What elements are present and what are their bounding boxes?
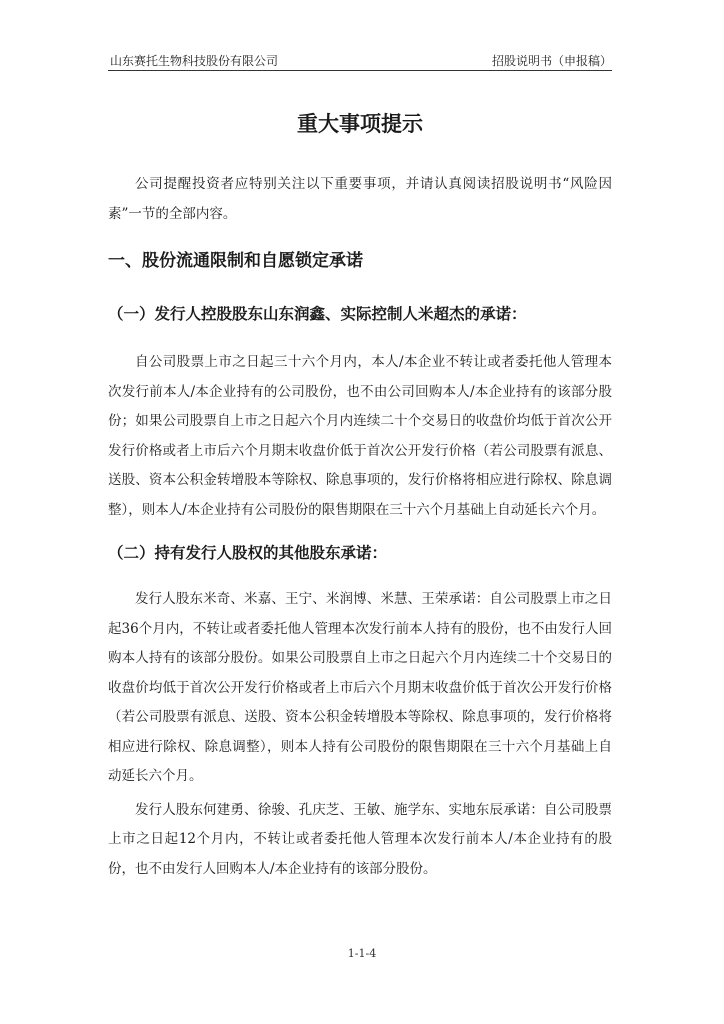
subsection-heading-other-shareholders: （二）持有发行人股权的其他股东承诺： <box>108 544 388 562</box>
page-title: 重大事项提示 <box>297 112 423 136</box>
page-number: 1-1-4 <box>347 947 377 960</box>
header-document-type: 招股说明书（申报稿） <box>491 54 612 68</box>
document-body <box>108 108 612 884</box>
page-header <box>108 50 612 68</box>
header-divider <box>108 70 612 71</box>
subsection-heading-controlling-shareholder: （一）发行人控股股东山东润鑫、实际控制人米超杰的承诺： <box>108 305 527 323</box>
controlling-shareholder-commitment: 自公司股票上市之日起三十六个月内，本人/本企业不转让或者委托他人管理本次发行前本人/本企业持有的公司股份，也不由公司回购本人/本企业持有的该部分股份；如果公司股票自上市之日起六个月内连续二十个交易日的收盘价均低于首次公开发行价格或者上市后六个月期末收盘价低于首次公开发行价格（若公司股票有派息、送股、资本公积金转增股本等除权、除息事项的，发行价格将相应进行除权、除息调整），则本人/本企业持有公司股份的限售期限在三十六个月基础上自动延长六个月。 <box>108 354 612 518</box>
other-shareholders-commitment-1: 发行人股东米奇、米嘉、王宁、米润博、米慧、王荣承诺：自公司股票上市之日起36个月内，不转让或者委托他人管理本次发行前本人持有的股份，也不由发行人回购本人持有的该部分股份。如果公司股票自上市之日起六个月内连续二十个交易日的收盘价均低于首次公开发行价格或者上市后六个月期末收盘价低于首次公开发行价格（若公司股票有派息、送股、资本公积金转增股本等除权、除息事项的，发行价格将相应进行除权、除息调整），则本人持有公司股份的限售期限在三十六个月基础上自动延长六个月。 <box>108 591 612 784</box>
header-company-name: 山东赛托生物科技股份有限公司 <box>110 54 279 68</box>
section-heading-lockup: 一、股份流通限制和自愿锁定承诺 <box>108 251 363 271</box>
other-shareholders-commitment-2: 发行人股东何建勇、徐骏、孔庆芝、王敏、施学东、实地东辰承诺：自公司股票上市之日起12个月内，不转让或者委托他人管理本次发行前本人/本企业持有的股份，也不由发行人回购本人/本企业持有的该部分股份。 <box>108 801 612 877</box>
intro-paragraph: 公司提醒投资者应特别关注以下重要事项，并请认真阅读招股说明书“风险因素”一节的全部内容。 <box>108 176 612 222</box>
